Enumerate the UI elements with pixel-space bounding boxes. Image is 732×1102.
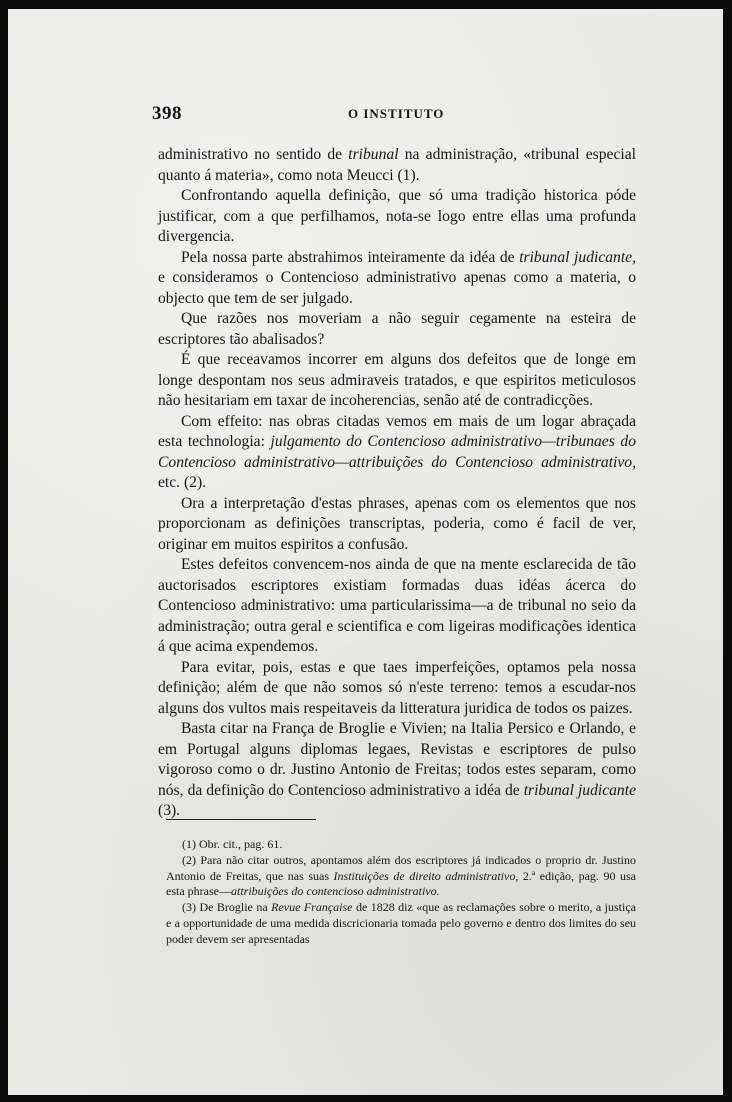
footnote-separator [166,819,316,820]
footnotes [166,837,636,948]
paragraph-10: Basta citar na França de Broglie e Vivien; na Italia Persico e Orlando, e em Portugal alguns diplomas legaes, Revistas e escriptores de pulso vigoroso como o dr. Justino Antonio de Freitas; todos estes separam, como nós, da definição do Contencioso administrativo a idéa de tribunal judicante (3). [158,720,636,819]
footnote-1: (1) Obr. cit., pag. 61. [182,837,283,851]
footnote-3: (3) De Broglie na Revue Française de 1828 diz «que as reclamações sobre o merito, a justiça e a opportunidade de uma medida discricionaria tomada pelo governo e dentro dos limites do seu poder devem ser apresentadas [166,900,636,946]
paragraph-8: Estes defeitos convencem-nos ainda de que na mente esclarecida de tão auctorisados escriptores existiam formadas duas idéas ácerca do Contencioso administrativo: uma particularissima—a de tribunal no seio da administração; outra geral e scientifica e com ligeiras modificações identica á que acima expendemos. [158,556,636,655]
page-number: 398 [152,103,182,124]
paragraph-9: Para evitar, pois, estas e que taes imperfeições, optamos pela nossa definição; além de que não somos só n'este terreno: temos a escudar-nos alguns dos vultos mais respeitaveis da litteratura juridica de todos os paizes. [158,658,636,717]
paragraph-4: Que razões nos moveriam a não seguir cegamente na esteira de escriptores tão abalisados? [158,310,636,348]
running-title: O INSTITUTO [348,106,445,121]
book-page [8,9,723,1095]
paragraph-3: Pela nossa parte abstrahimos inteiramente da idéa de tribunal judicante, e consideramos o Contencioso administrativo apenas como a materia, o objecto que tem de ser julgado. [158,248,636,307]
paragraph-7: Ora a interpretação d'estas phrases, apenas com os elementos que nos proporcionam as definições transcriptas, poderia, como é facil de ver, originar em muitos espiritos a confusão. [158,494,636,553]
paragraph-1: administrativo no sentido de tribunal na administração, «tribunal especial quanto á materia», como nota Meucci (1). [158,146,636,184]
paragraph-6: Com effeito: nas obras citadas vemos em mais de um logar abraçada esta technologia: julgamento do Contencioso administrativo—tribunaes do Contencioso administrativo—attribuições do Contencioso administrativo, etc. (2). [158,412,636,491]
paragraph-2: Confrontando aquella definição, que só uma tradição historica póde justificar, com a que perfilhamos, nota-se logo entre ellas uma profunda divergencia. [158,187,636,245]
page-header [152,103,630,125]
body-text [158,145,636,822]
footnote-2: (2) Para não citar outros, apontamos além dos escriptores já indicados o proprio dr. Justino Antonio de Freitas, que nas suas Instituições de direito administrativo, 2.ª edição, pag. 90 usa esta phrase—attribuições do contencioso administrativo. [166,852,636,899]
paragraph-5: É que receavamos incorrer em alguns dos defeitos que de longe em longe despontam nos seus admiraveis tratados, e que espiritos meticulosos não hesitariam em taxar de incoherencias, senão até de contradicções. [158,351,636,409]
